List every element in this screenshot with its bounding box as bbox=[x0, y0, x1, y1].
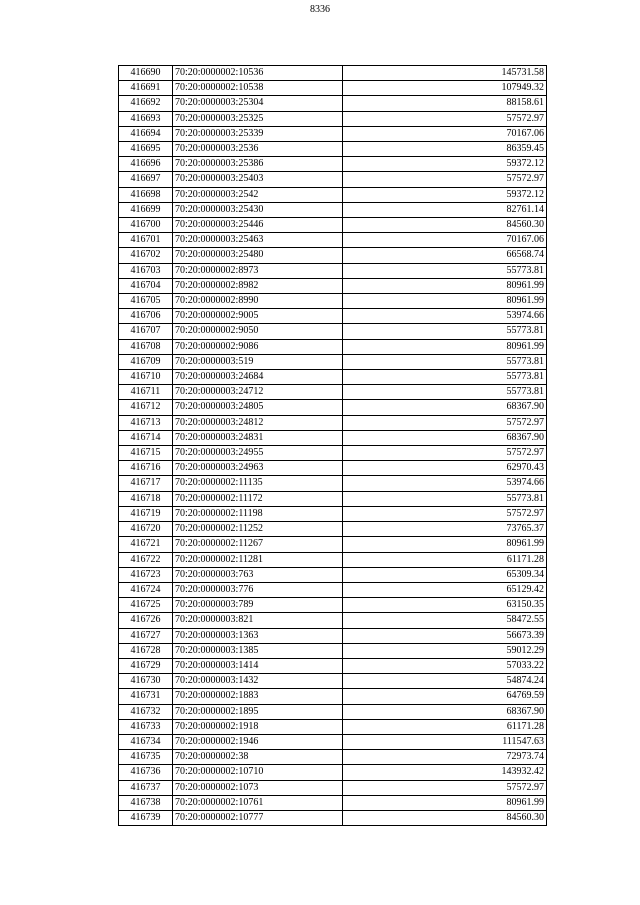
cadastral-number-cell: 70:20:0000003:25325 bbox=[173, 111, 343, 126]
row-number-cell: 416694 bbox=[119, 126, 173, 141]
row-number-cell: 416725 bbox=[119, 598, 173, 613]
value-cell: 111547.63 bbox=[343, 734, 547, 749]
value-cell: 57572.97 bbox=[343, 446, 547, 461]
row-number-cell: 416731 bbox=[119, 689, 173, 704]
table-row bbox=[119, 598, 547, 613]
row-number-cell: 416720 bbox=[119, 522, 173, 537]
value-cell: 59372.12 bbox=[343, 187, 547, 202]
cadastral-number-cell: 70:20:0000003:789 bbox=[173, 598, 343, 613]
cadastral-number-cell: 70:20:0000002:1073 bbox=[173, 780, 343, 795]
table-row bbox=[119, 66, 547, 81]
row-number-cell: 416699 bbox=[119, 202, 173, 217]
value-cell: 63150.35 bbox=[343, 598, 547, 613]
row-number-cell: 416693 bbox=[119, 111, 173, 126]
row-number-cell: 416714 bbox=[119, 430, 173, 445]
value-cell: 53974.66 bbox=[343, 309, 547, 324]
value-cell: 68367.90 bbox=[343, 704, 547, 719]
row-number-cell: 416728 bbox=[119, 643, 173, 658]
table-row bbox=[119, 126, 547, 141]
row-number-cell: 416718 bbox=[119, 491, 173, 506]
row-number-cell: 416723 bbox=[119, 567, 173, 582]
row-number-cell: 416701 bbox=[119, 233, 173, 248]
row-number-cell: 416737 bbox=[119, 780, 173, 795]
value-cell: 55773.81 bbox=[343, 324, 547, 339]
value-cell: 65309.34 bbox=[343, 567, 547, 582]
cadastral-number-cell: 70:20:0000003:1414 bbox=[173, 658, 343, 673]
row-number-cell: 416732 bbox=[119, 704, 173, 719]
table-row bbox=[119, 370, 547, 385]
table-row bbox=[119, 111, 547, 126]
value-cell: 80961.99 bbox=[343, 294, 547, 309]
table-row bbox=[119, 674, 547, 689]
value-cell: 62970.43 bbox=[343, 461, 547, 476]
table-row bbox=[119, 187, 547, 202]
cadastral-number-cell: 70:20:0000003:25304 bbox=[173, 96, 343, 111]
cadastral-number-cell: 70:20:0000003:2536 bbox=[173, 142, 343, 157]
table-row bbox=[119, 795, 547, 810]
value-cell: 107949.32 bbox=[343, 81, 547, 96]
value-cell: 82761.14 bbox=[343, 202, 547, 217]
cadastral-number-cell: 70:20:0000003:1385 bbox=[173, 643, 343, 658]
row-number-cell: 416695 bbox=[119, 142, 173, 157]
value-cell: 68367.90 bbox=[343, 400, 547, 415]
table-row bbox=[119, 628, 547, 643]
cadastral-number-cell: 70:20:0000002:9086 bbox=[173, 339, 343, 354]
value-cell: 145731.58 bbox=[343, 66, 547, 81]
cadastral-number-cell: 70:20:0000003:25463 bbox=[173, 233, 343, 248]
cadastral-number-cell: 70:20:0000003:24684 bbox=[173, 370, 343, 385]
cadastral-number-cell: 70:20:0000003:821 bbox=[173, 613, 343, 628]
value-cell: 72973.74 bbox=[343, 750, 547, 765]
row-number-cell: 416691 bbox=[119, 81, 173, 96]
value-cell: 59012.29 bbox=[343, 643, 547, 658]
row-number-cell: 416709 bbox=[119, 354, 173, 369]
table-row bbox=[119, 96, 547, 111]
row-number-cell: 416696 bbox=[119, 157, 173, 172]
table-row bbox=[119, 552, 547, 567]
table-row bbox=[119, 567, 547, 582]
table-row bbox=[119, 172, 547, 187]
row-number-cell: 416726 bbox=[119, 613, 173, 628]
cadastral-number-cell: 70:20:0000002:10538 bbox=[173, 81, 343, 96]
cadastral-number-cell: 70:20:0000002:8990 bbox=[173, 294, 343, 309]
value-cell: 73765.37 bbox=[343, 522, 547, 537]
row-number-cell: 416690 bbox=[119, 66, 173, 81]
row-number-cell: 416715 bbox=[119, 446, 173, 461]
cadastral-number-cell: 70:20:0000002:10777 bbox=[173, 810, 343, 825]
table-row bbox=[119, 446, 547, 461]
table-row bbox=[119, 704, 547, 719]
value-cell: 56673.39 bbox=[343, 628, 547, 643]
cadastral-number-cell: 70:20:0000002:11281 bbox=[173, 552, 343, 567]
table-row bbox=[119, 294, 547, 309]
table-row bbox=[119, 385, 547, 400]
cadastral-number-cell: 70:20:0000003:25386 bbox=[173, 157, 343, 172]
row-number-cell: 416724 bbox=[119, 582, 173, 597]
table-row bbox=[119, 643, 547, 658]
row-number-cell: 416738 bbox=[119, 795, 173, 810]
cadastral-number-cell: 70:20:0000003:776 bbox=[173, 582, 343, 597]
cadastral-number-cell: 70:20:0000003:25430 bbox=[173, 202, 343, 217]
value-cell: 57572.97 bbox=[343, 415, 547, 430]
table-body bbox=[119, 66, 547, 826]
value-cell: 55773.81 bbox=[343, 263, 547, 278]
table-row bbox=[119, 582, 547, 597]
table-row bbox=[119, 750, 547, 765]
row-number-cell: 416706 bbox=[119, 309, 173, 324]
row-number-cell: 416736 bbox=[119, 765, 173, 780]
row-number-cell: 416713 bbox=[119, 415, 173, 430]
page-number: 8336 bbox=[310, 4, 330, 15]
cadastral-number-cell: 70:20:0000002:10536 bbox=[173, 66, 343, 81]
row-number-cell: 416705 bbox=[119, 294, 173, 309]
cadastral-number-cell: 70:20:0000003:24963 bbox=[173, 461, 343, 476]
cadastral-number-cell: 70:20:0000002:8973 bbox=[173, 263, 343, 278]
table-row bbox=[119, 400, 547, 415]
row-number-cell: 416697 bbox=[119, 172, 173, 187]
value-cell: 61171.28 bbox=[343, 552, 547, 567]
table-row bbox=[119, 278, 547, 293]
table-row bbox=[119, 613, 547, 628]
cadastral-number-cell: 70:20:0000002:38 bbox=[173, 750, 343, 765]
value-cell: 88158.61 bbox=[343, 96, 547, 111]
row-number-cell: 416702 bbox=[119, 248, 173, 263]
table-row bbox=[119, 339, 547, 354]
cadastral-number-cell: 70:20:0000002:9050 bbox=[173, 324, 343, 339]
row-number-cell: 416712 bbox=[119, 400, 173, 415]
table-row bbox=[119, 476, 547, 491]
cadastral-number-cell: 70:20:0000002:1895 bbox=[173, 704, 343, 719]
cadastral-number-cell: 70:20:0000003:519 bbox=[173, 354, 343, 369]
cadastral-number-cell: 70:20:0000002:11135 bbox=[173, 476, 343, 491]
row-number-cell: 416700 bbox=[119, 218, 173, 233]
table-row bbox=[119, 461, 547, 476]
table-row bbox=[119, 324, 547, 339]
table-row bbox=[119, 202, 547, 217]
value-cell: 70167.06 bbox=[343, 126, 547, 141]
cadastral-number-cell: 70:20:0000003:2542 bbox=[173, 187, 343, 202]
value-cell: 80961.99 bbox=[343, 278, 547, 293]
table-row bbox=[119, 81, 547, 96]
table-row bbox=[119, 233, 547, 248]
cadastral-number-cell: 70:20:0000003:24805 bbox=[173, 400, 343, 415]
row-number-cell: 416707 bbox=[119, 324, 173, 339]
cadastral-number-cell: 70:20:0000003:763 bbox=[173, 567, 343, 582]
cadastral-number-cell: 70:20:0000003:25339 bbox=[173, 126, 343, 141]
value-cell: 66568.74 bbox=[343, 248, 547, 263]
value-cell: 143932.42 bbox=[343, 765, 547, 780]
value-cell: 57572.97 bbox=[343, 111, 547, 126]
value-cell: 59372.12 bbox=[343, 157, 547, 172]
row-number-cell: 416716 bbox=[119, 461, 173, 476]
table-row bbox=[119, 415, 547, 430]
table-row bbox=[119, 218, 547, 233]
value-cell: 84560.30 bbox=[343, 218, 547, 233]
row-number-cell: 416698 bbox=[119, 187, 173, 202]
value-cell: 86359.45 bbox=[343, 142, 547, 157]
table-row bbox=[119, 309, 547, 324]
value-cell: 57572.97 bbox=[343, 506, 547, 521]
cadastral-number-cell: 70:20:0000003:25403 bbox=[173, 172, 343, 187]
table-row bbox=[119, 354, 547, 369]
cadastral-number-cell: 70:20:0000002:8982 bbox=[173, 278, 343, 293]
value-cell: 57572.97 bbox=[343, 172, 547, 187]
cadastral-number-cell: 70:20:0000003:24812 bbox=[173, 415, 343, 430]
table-row bbox=[119, 491, 547, 506]
cadastral-number-cell: 70:20:0000002:1946 bbox=[173, 734, 343, 749]
table-row bbox=[119, 157, 547, 172]
value-cell: 57033.22 bbox=[343, 658, 547, 673]
cadastral-number-cell: 70:20:0000003:25446 bbox=[173, 218, 343, 233]
cadastral-number-cell: 70:20:0000003:1432 bbox=[173, 674, 343, 689]
row-number-cell: 416735 bbox=[119, 750, 173, 765]
table-row bbox=[119, 719, 547, 734]
table-row bbox=[119, 734, 547, 749]
value-cell: 65129.42 bbox=[343, 582, 547, 597]
row-number-cell: 416727 bbox=[119, 628, 173, 643]
cadastral-number-cell: 70:20:0000002:10761 bbox=[173, 795, 343, 810]
value-cell: 58472.55 bbox=[343, 613, 547, 628]
table-row bbox=[119, 658, 547, 673]
cadastral-number-cell: 70:20:0000002:11252 bbox=[173, 522, 343, 537]
value-cell: 80961.99 bbox=[343, 537, 547, 552]
row-number-cell: 416703 bbox=[119, 263, 173, 278]
value-cell: 55773.81 bbox=[343, 491, 547, 506]
cadastral-number-cell: 70:20:0000003:24831 bbox=[173, 430, 343, 445]
data-table bbox=[118, 65, 547, 826]
cadastral-number-cell: 70:20:0000002:1918 bbox=[173, 719, 343, 734]
row-number-cell: 416722 bbox=[119, 552, 173, 567]
value-cell: 55773.81 bbox=[343, 385, 547, 400]
cadastral-number-cell: 70:20:0000003:24955 bbox=[173, 446, 343, 461]
table-row bbox=[119, 810, 547, 825]
value-cell: 84560.30 bbox=[343, 810, 547, 825]
value-cell: 55773.81 bbox=[343, 354, 547, 369]
row-number-cell: 416733 bbox=[119, 719, 173, 734]
row-number-cell: 416719 bbox=[119, 506, 173, 521]
value-cell: 53974.66 bbox=[343, 476, 547, 491]
row-number-cell: 416730 bbox=[119, 674, 173, 689]
row-number-cell: 416708 bbox=[119, 339, 173, 354]
value-cell: 55773.81 bbox=[343, 370, 547, 385]
value-cell: 61171.28 bbox=[343, 719, 547, 734]
value-cell: 80961.99 bbox=[343, 795, 547, 810]
value-cell: 70167.06 bbox=[343, 233, 547, 248]
table-row bbox=[119, 142, 547, 157]
table-row bbox=[119, 248, 547, 263]
cadastral-number-cell: 70:20:0000003:25480 bbox=[173, 248, 343, 263]
table-row bbox=[119, 430, 547, 445]
row-number-cell: 416704 bbox=[119, 278, 173, 293]
row-number-cell: 416734 bbox=[119, 734, 173, 749]
value-cell: 57572.97 bbox=[343, 780, 547, 795]
table-row bbox=[119, 765, 547, 780]
value-cell: 80961.99 bbox=[343, 339, 547, 354]
row-number-cell: 416739 bbox=[119, 810, 173, 825]
cadastral-number-cell: 70:20:0000002:11267 bbox=[173, 537, 343, 552]
row-number-cell: 416729 bbox=[119, 658, 173, 673]
table-row bbox=[119, 263, 547, 278]
table-row bbox=[119, 506, 547, 521]
table-row bbox=[119, 780, 547, 795]
cadastral-number-cell: 70:20:0000003:1363 bbox=[173, 628, 343, 643]
row-number-cell: 416710 bbox=[119, 370, 173, 385]
table-row bbox=[119, 689, 547, 704]
cadastral-number-cell: 70:20:0000002:11198 bbox=[173, 506, 343, 521]
row-number-cell: 416692 bbox=[119, 96, 173, 111]
row-number-cell: 416711 bbox=[119, 385, 173, 400]
cadastral-number-cell: 70:20:0000002:1883 bbox=[173, 689, 343, 704]
table-row bbox=[119, 522, 547, 537]
row-number-cell: 416721 bbox=[119, 537, 173, 552]
value-cell: 54874.24 bbox=[343, 674, 547, 689]
value-cell: 68367.90 bbox=[343, 430, 547, 445]
cadastral-number-cell: 70:20:0000003:24712 bbox=[173, 385, 343, 400]
table-row bbox=[119, 537, 547, 552]
cadastral-number-cell: 70:20:0000002:11172 bbox=[173, 491, 343, 506]
cadastral-number-cell: 70:20:0000002:9005 bbox=[173, 309, 343, 324]
cadastral-number-cell: 70:20:0000002:10710 bbox=[173, 765, 343, 780]
row-number-cell: 416717 bbox=[119, 476, 173, 491]
value-cell: 64769.59 bbox=[343, 689, 547, 704]
